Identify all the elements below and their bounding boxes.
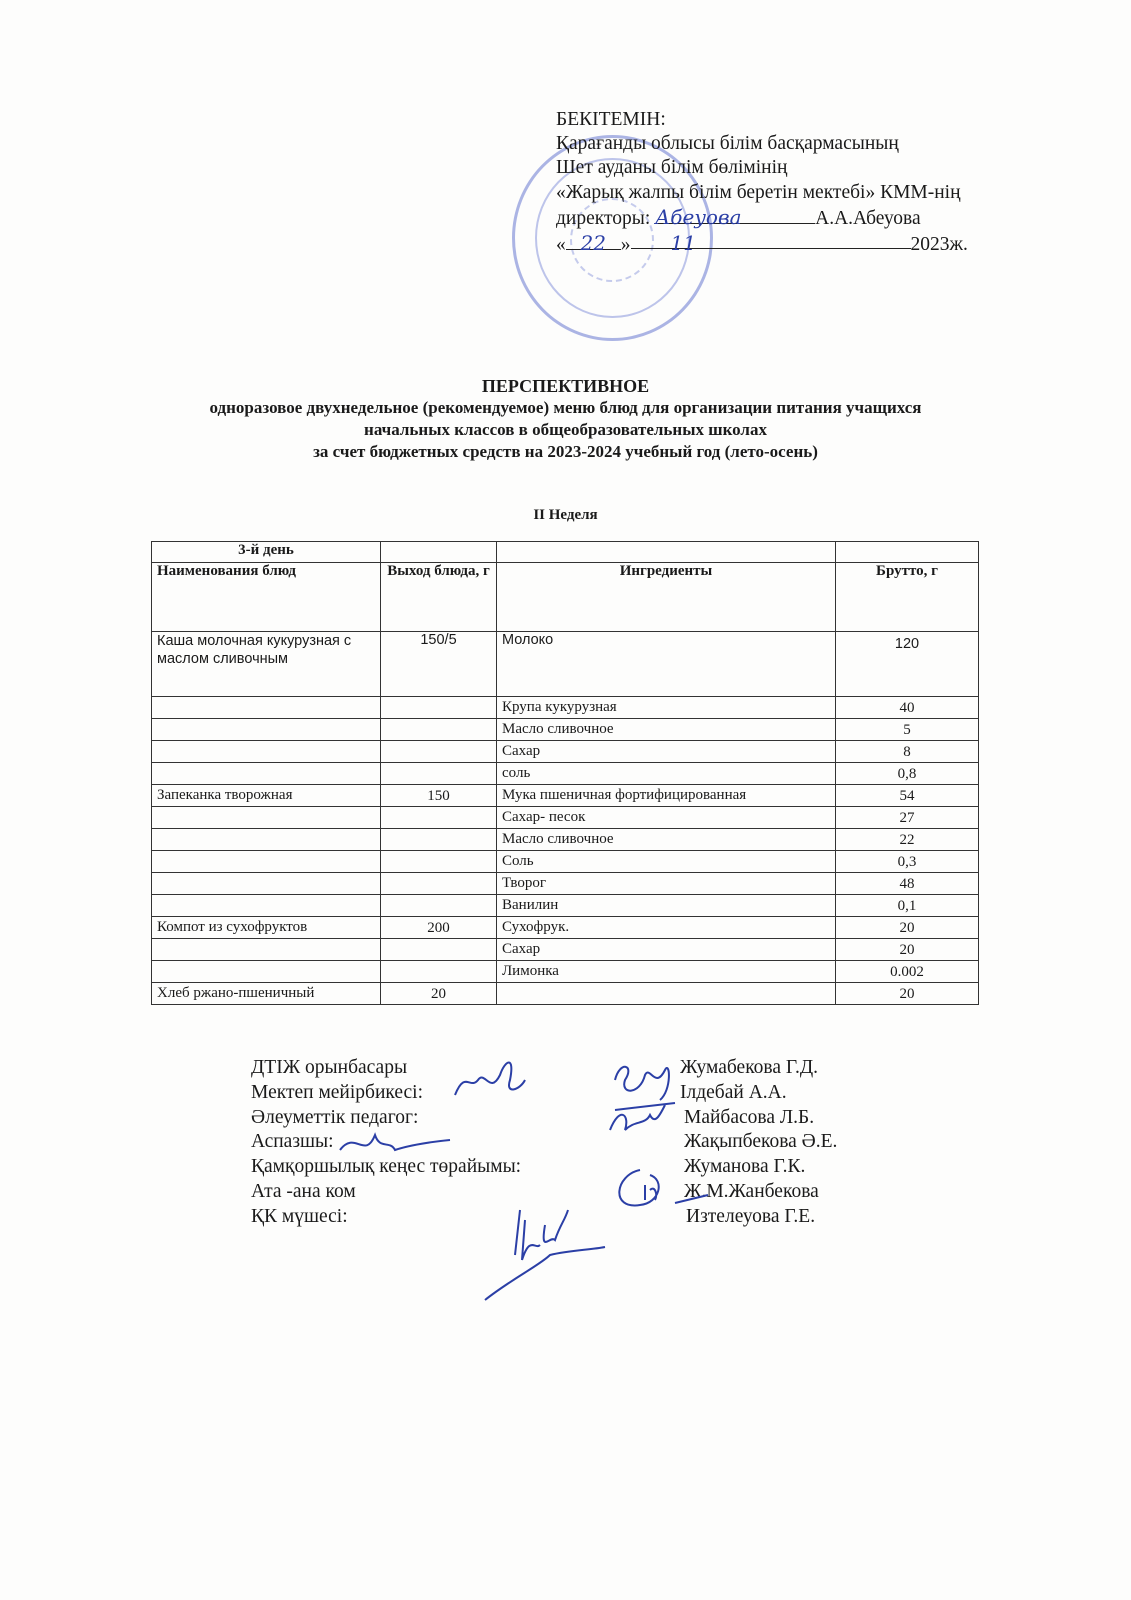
table-row: соль 0,8 (152, 763, 979, 785)
table-row: Хлеб ржано-пшеничный 20 20 (152, 983, 979, 1005)
approval-block (556, 108, 1076, 257)
table-row: Сахар 20 (152, 939, 979, 961)
director-name: А.А.Абеуова (815, 207, 921, 229)
gross-cell: 120 (836, 632, 979, 697)
table-row: Сахар 8 (152, 741, 979, 763)
signer-name: Ж.М.Жанбекова (684, 1180, 819, 1202)
date-year: 2023ж. (910, 234, 968, 256)
week-label: II Неделя (533, 507, 598, 523)
table-row: Запеканка творожная 150 Мука пшеничная фортифицированная 54 (152, 785, 979, 807)
menu-table (151, 541, 979, 1005)
role-label: Аспазшы: (251, 1131, 334, 1153)
director-signature: Абеуова (655, 204, 742, 229)
date-day: 22 (580, 231, 606, 256)
role-label: ДТІЖ орынбасары (251, 1057, 408, 1078)
table-row: Крупа кукурузная 40 (152, 697, 979, 719)
director-line (556, 205, 1076, 231)
handwritten-signature-icon (610, 1165, 710, 1210)
header-yield: Выход блюда, г (381, 563, 497, 632)
header-ingredients: Ингредиенты (497, 563, 836, 632)
title-line-4: за счет бюджетных средств на 2023-2024 учебный год (лето-осень) (313, 442, 818, 461)
title-line-3: начальных классов в общеобразовательных школах (364, 420, 767, 439)
header-row (152, 563, 979, 632)
signer-name: Жумабекова Г.Д. (680, 1057, 819, 1078)
title-line-2: одноразовое двухнедельное (рекомендуемое) меню блюд для организации питания учащихся (209, 398, 922, 417)
role-label: Мектеп мейірбикесі: (251, 1081, 424, 1103)
table-row: Масло сливочное 5 (152, 719, 979, 741)
title-line-1: ПЕРСПЕКТИВНОЕ (481, 376, 650, 396)
table-row: Соль 0,3 (152, 851, 979, 873)
table-row: Сахар- песок 27 (152, 807, 979, 829)
header-dish: Наименования блюд (152, 563, 381, 632)
signer-name: Жуманова Г.К. (684, 1156, 806, 1178)
handwritten-signature-icon (605, 1095, 680, 1140)
header-gross: Брутто, г (836, 563, 979, 632)
director-label: директоры: (556, 207, 651, 229)
director-signature-line (655, 204, 815, 229)
approval-heading: БЕКІТЕМІН: (556, 109, 666, 130)
day-row (152, 542, 979, 563)
signer-name: Изтелеуова Г.Е. (686, 1205, 816, 1227)
table-row: Компот из сухофруктов 200 Сухофрук. 20 (152, 917, 979, 939)
table-row: Лимонка 0.002 (152, 961, 979, 983)
table-row: Творог 48 (152, 873, 979, 895)
date-month: 11 (670, 231, 696, 256)
day-label: 3-й день (152, 542, 381, 563)
role-label: Қамқоршылық кеңес төрайымы: (251, 1156, 522, 1178)
table-row: Ванилин 0,1 (152, 895, 979, 917)
handwritten-signature-icon (335, 1120, 455, 1170)
approval-line-2: Шет ауданы білім бөлімінің (556, 157, 788, 179)
role-label: Ата -ана ком (251, 1180, 356, 1202)
approval-line-1: Қарағанды облысы білім басқармасының (556, 133, 899, 155)
signer-name: Ілдебай А.А. (680, 1081, 787, 1103)
approval-line-3: «Жарық жалпы білім беретін мектебі» КММ-нің (556, 181, 961, 203)
role-label: Әлеуметтік педагог: (251, 1106, 419, 1128)
handwritten-signature-icon (450, 1050, 530, 1110)
table-row: Масло сливочное 22 (152, 829, 979, 851)
approval-date: « 22 » 11 2023ж. (556, 231, 968, 256)
signer-name: Майбасова Л.Б. (684, 1106, 815, 1128)
dish-cell: Каша молочная кукурузная с маслом сливочным (152, 632, 381, 697)
ingredient-cell: Молоко (497, 632, 836, 697)
role-label: ҚК мүшесі: (251, 1205, 348, 1227)
document-title (0, 375, 1131, 463)
table-row (152, 632, 979, 697)
handwritten-signature-icon (480, 1205, 610, 1305)
yield-cell: 150/5 (381, 632, 497, 697)
signer-name: Жақыпбекова Ә.Е. (684, 1131, 838, 1153)
